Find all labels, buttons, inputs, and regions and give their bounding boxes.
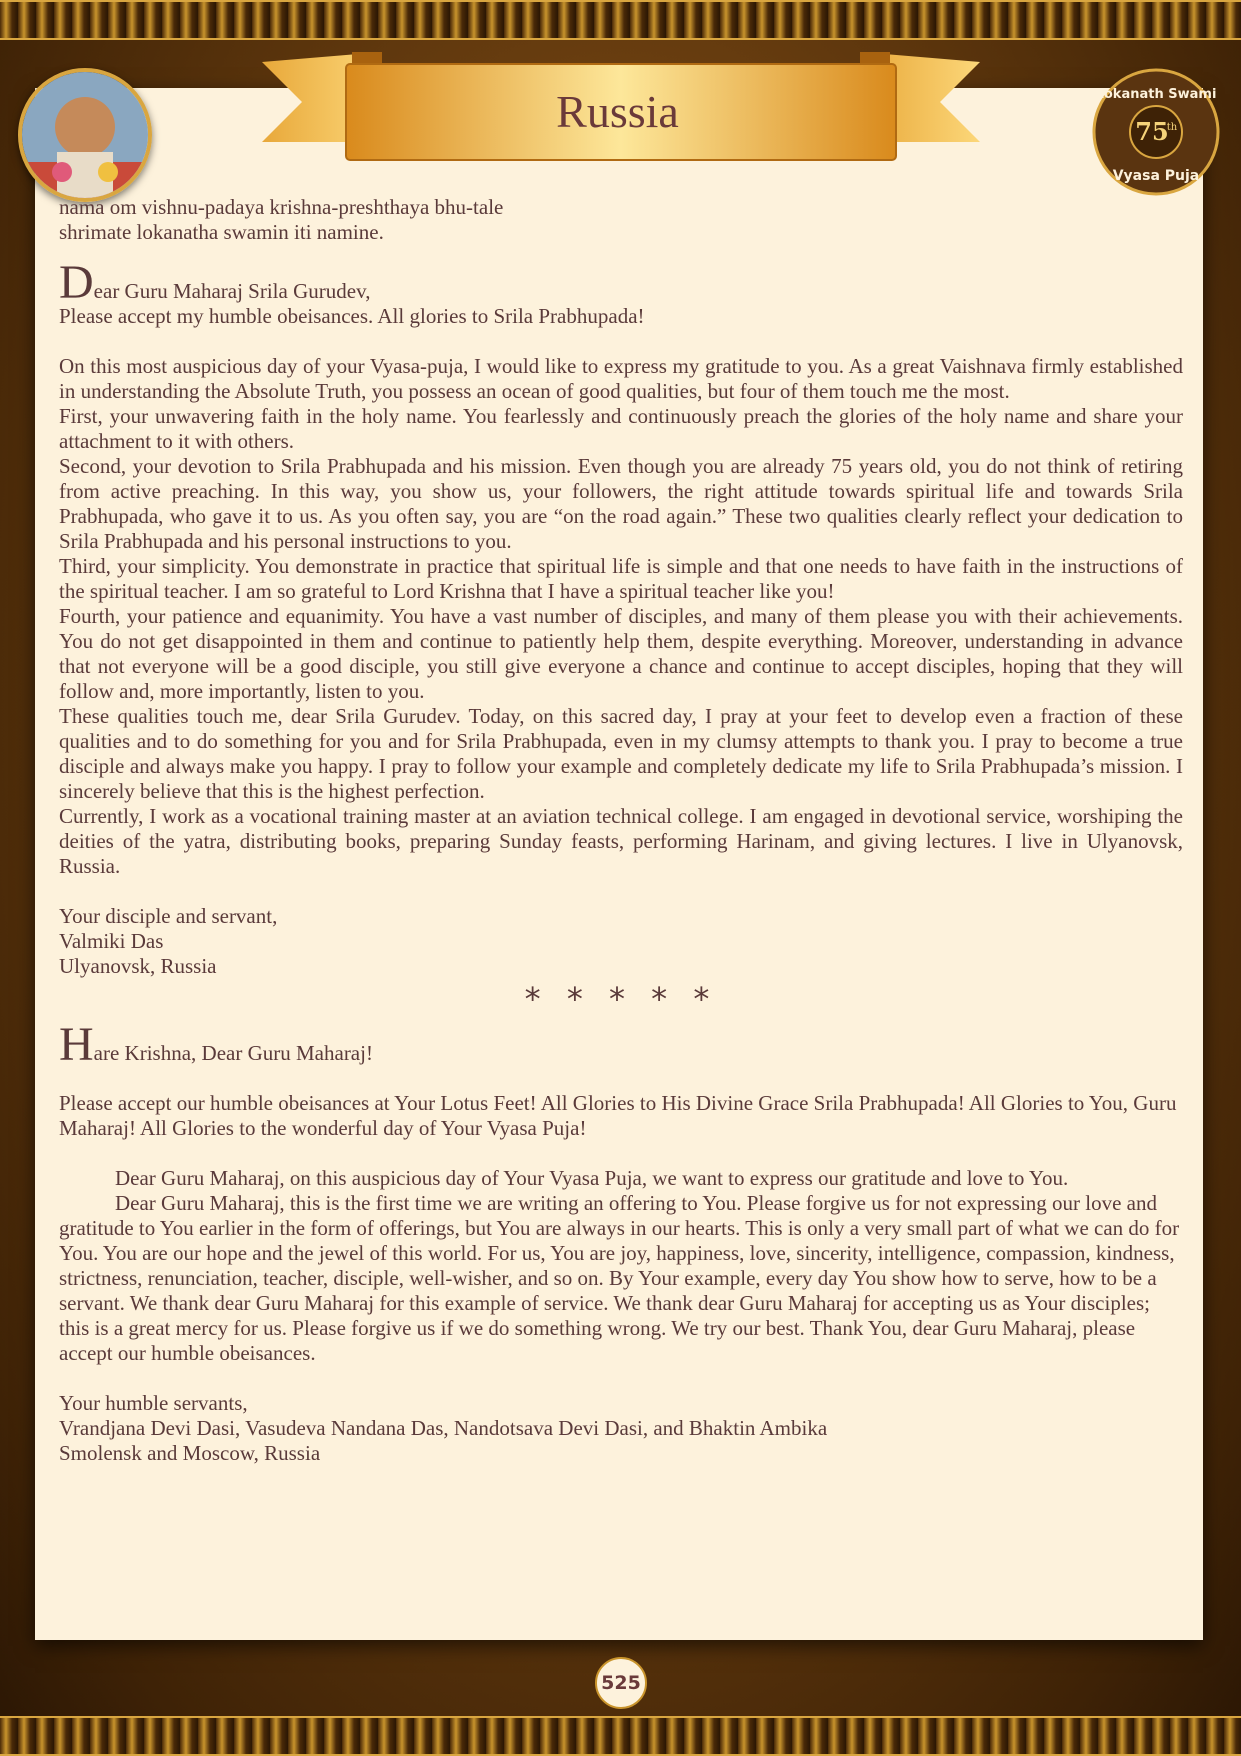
mantra-line: shrimate lokanatha swamin iti namine. [59,220,384,244]
paragraph: On this most auspicious day of your Vyasa-puja, I would like to express my gratitude to you. As a great Vaishnava firmly established in understanding the Absolute Truth, you possess an ocean of good qualities, but four of them touch me the most. [59,354,1183,403]
signature-names: Vrandjana Devi Dasi, Vasudeva Nandana Das, Nandotsava Devi Dasi, and Bhaktin Ambika [59,1416,828,1440]
signature-name: Valmiki Das [59,929,164,953]
paragraph: These qualities touch me, dear Srila Gurudev. Today, on this sacred day, I pray at your feet to develop even a fraction of these qualities and to do something for you and for Srila Prabhupada, even in my clumsy attempts to thank you. I pray to become a true disciple and always make you happy. I pray to follow your example and completely dedicate my life to Srila Prabhupada’s mission. I sincerely believe that this is the highest perfection. [59,704,1183,803]
signature-place: Ulyanovsk, Russia [59,954,217,978]
greeting: Dear Guru Maharaj Srila Gurudev, [59,256,371,309]
paragraph: Dear Guru Maharaj, this is the first time we are writing an offering to You. Please forgive us for not expressing our love and gratitude to You earlier in the form of offerings, but You are always in our hearts. This is only a very small part of what we can do for You. You are our hope and the jewel of this world. For us, You are joy, happiness, love, sincerity, intelligence, compassion, kindness, strictness, renunciation, teacher, disciple, well-wisher, and so on. By Your example, every day You show how to serve, how to be a servant. We thank dear Guru Maharaj for this example of service. We thank dear Guru Maharaj for accepting us as Your disciples; this is a great mercy for us. Please forgive us if we do something wrong. We try our best. Thank You, dear Guru Maharaj, please accept our humble obeisances. [59,1191,1180,1365]
page-number-badge: 525 [595,1657,647,1709]
page-title: Russia [556,85,679,137]
paragraph: Second, your devotion to Srila Prabhupada and his mission. Even though you are already 75 years old, you do not think of retiring from active preaching. In this way, you show us, your followers, the right attitude towards spiritual life and towards Srila Prabhupada, who gave it to us. As you often say, you are “on the road again.” These two qualities clearly reflect your dedication to Srila Prabhupada and his personal instructions to you. [59,454,1183,553]
bottom-ornamental-border [0,1716,1241,1756]
anniversary-seal-icon [1092,68,1220,196]
seal-number: 75 [1135,117,1169,146]
drop-cap: H [59,1018,94,1071]
paragraph: Third, your simplicity. You demonstrate in practice that spiritual life is simple and that one needs to have faith in the instructions of the spiritual teacher. I am so grateful to Lord Krishna that I have a spiritual teacher like you! [59,554,1183,603]
signature-closing: Your humble servants, [59,1391,248,1415]
obeisances-line: Please accept my humble obeisances. All glories to Srila Prabhupada! [59,304,645,328]
paragraph: Fourth, your patience and equanimity. You have a vast number of disciples, and many of them please you with their achievements. You do not get disappointed in them and continue to patiently help them, despite everything. Moreover, understanding in advance that not everyone will be a good disciple, you still give everyone a chance and continue to accept disciples, hoping that they will follow and, more importantly, listen to you. [59,604,1183,703]
signature-place: Smolensk and Moscow, Russia [59,1441,321,1465]
obeisances-line: Please accept our humble obeisances at Your Lotus Feet! All Glories to His Divine Grace Srila Prabhupada! All Glories to You, Guru Maharaj! All Glories to the wonderful day of Your Vyasa Puja! [59,1091,1177,1140]
paragraph: Dear Guru Maharaj, on this auspicious day of Your Vyasa Puja, we want to express our gratitude and love to You. [115,1166,1069,1190]
seal-bottom-text: Vyasa Puja [1112,168,1200,184]
section-separator: * * * * * [524,980,718,1018]
offering-content [59,195,1183,1466]
seal-suffix: th [1166,122,1178,133]
drop-cap: D [59,256,94,309]
greeting: Hare Krishna, Dear Guru Maharaj! [59,1018,373,1071]
seal-top-text: Lokanath Swami [1095,87,1217,102]
guru-portrait-avatar [18,68,152,202]
signature-closing: Your disciple and servant, [59,904,278,928]
paragraph: First, your unwavering faith in the holy name. You fearlessly and continuously preach the glories of the holy name and share your attachment to it with others. [59,404,1183,453]
paragraph: Currently, I work as a vocational training master at an aviation technical college. I am engaged in devotional service, worshiping the deities of the yatra, distributing books, preparing Sunday feasts, performing Harinam, and giving lectures. I live in Ulyanovsk, Russia. [59,804,1183,878]
mantra-line: nama om vishnu-padaya krishna-preshthaya bhu-tale [59,195,504,219]
top-ornamental-border [0,0,1241,40]
